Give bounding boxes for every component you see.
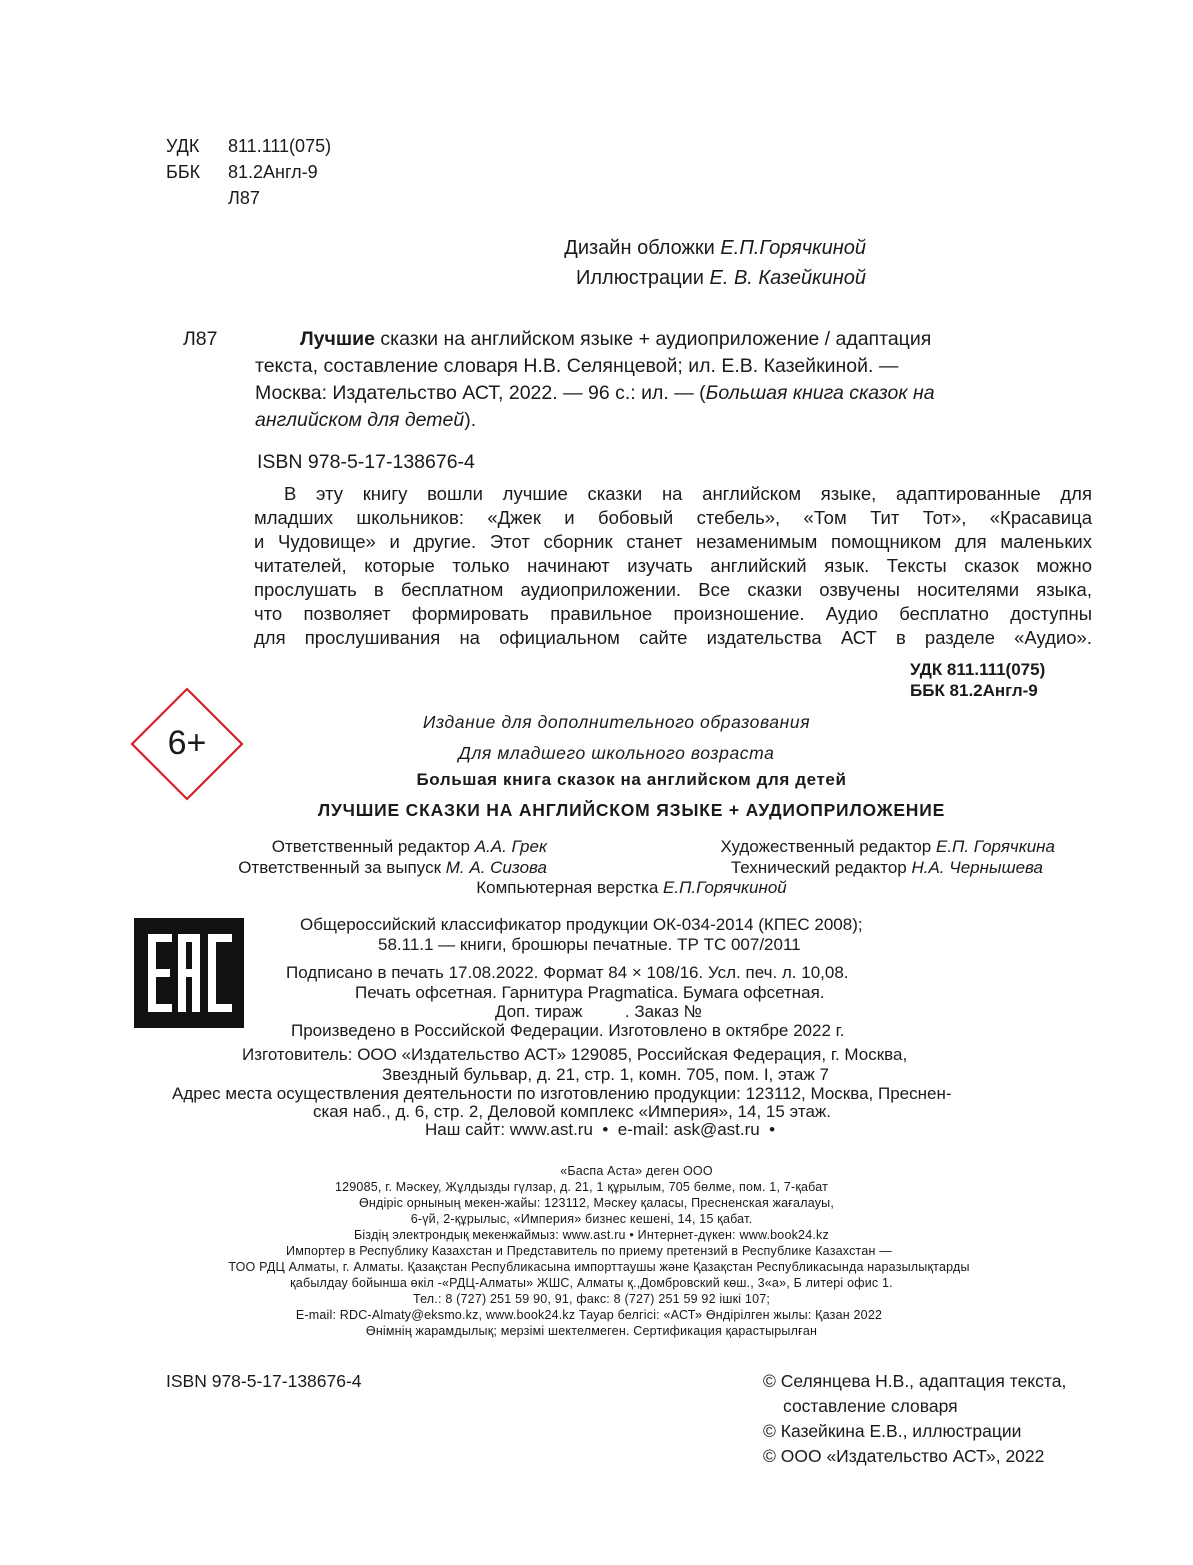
kazakh-line: Өнімнің жарамдылық; мерзімі шектелмеген. Сертификация қарастырылған [365,1324,818,1338]
eac-logo-icon [134,918,244,1028]
tech-editor: Технический редактор Н.А. Чернышева [730,858,1043,877]
kazakh-line: қабылдау бойынша өкіл -«РДЦ-Алматы» ЖШС, Алматы қ.,Домбровский көш., 3«а», Б литері офис 1. [290,1276,893,1290]
bbk-label: ББК [166,162,201,182]
edition-series: Большая книга сказок на английском для детей [416,770,847,789]
staff-left [238,836,547,878]
illustration-credit: Иллюстрации Е. В. Казейкиной [576,267,866,289]
cover-designer-name: Е.П.Горячкиной [720,237,866,259]
release-responsible: Ответственный за выпуск М. А. Сизова [238,858,547,877]
copyright-adapter: © Селянцева Н.В., адаптация текста, [763,1371,1067,1391]
bib-series-1: Большая книга сказок на [705,382,935,404]
kazakh-line: ТОО РДЦ Алматы, г. Алматы. Қазақстан Республикасына импорттаушы және Қазақстан Республикасында наразылықтарды [228,1260,970,1274]
copyright-adapter-cont: составление словаря [783,1396,958,1416]
udk-label: УДК [166,136,200,156]
edition-age: Для младшего школьного возраста [458,743,775,763]
annotation-line: младших школьников: «Джек и бобовый стебель», «Том Тит Тот», «Красавица [254,507,1092,528]
udk-line [166,133,331,159]
edition-purpose: Издание для дополнительного образования [422,712,811,732]
bib-series-2: английском для детей [255,409,465,431]
bib-entry [255,326,1093,434]
annotation-line: читателей, которые только начинают изучать английский язык. Тексты сказок можно [254,555,1092,576]
udk-value: 811.111(075) [228,136,332,156]
kazakh-line: 6-үй, 2-құрылыс, «Империя» бизнес кешені, 14, 15 қабат. [410,1212,753,1226]
annotation-line: и Чудовище» и другие. Этот сборник станет незаменимым помощником для маленьких [254,531,1092,552]
author-mark: Л87 [228,188,260,208]
art-editor: Художественный редактор Е.П. Горячкина [720,837,1055,856]
bib-line-4: английском для детей). [255,409,477,431]
staff-right [721,836,1056,878]
credits-block [564,233,866,293]
illustrator-name: Е. В. Казейкиной [709,267,866,289]
bib-line-2: текста, составление словаря Н.В. Селянцевой; ил. Е.В. Казейкиной. — [255,355,899,377]
address-line-2: ская наб., д. 6, стр. 2, Деловой комплекс «Империя», 14, 15 этаж. [313,1102,831,1121]
okp-line-2: 58.11.1 — книги, брошюры печатные. ТР ТС 007/2011 [378,935,801,954]
isbn-bottom: ISBN 978-5-17-138676-4 [166,1371,362,1391]
eac-mark [134,918,244,1028]
bib-line-1: Лучшие сказки на английском языке + аудиоприложение / адаптация [300,328,932,350]
annotation-line: В эту книгу вошли лучшие сказки на английском языке, адаптированные для [284,483,1092,504]
made-in-line: Произведено в Российской Федерации. Изготовлено в октябре 2022 г. [291,1021,845,1040]
bbk-value: 81.2Англ-9 [228,162,318,182]
cover-design-credit: Дизайн обложки Е.П.Горячкиной [564,237,866,259]
maker-line-1: Изготовитель: ООО «Издательство АСТ» 129085, Российская Федерация, г. Москва, [242,1045,908,1064]
annotation [254,482,1092,650]
udk-bold: УДК 811.111(075) [910,660,1046,679]
isbn-top: ISBN 978-5-17-138676-4 [257,451,475,473]
annotation-line: для прослушивания на официальном сайте издательства АСТ в разделе «Аудио». [254,627,1092,648]
print-line-3: Доп. тираж . Заказ № [495,1002,702,1021]
address-line-1: Адрес места осуществления деятельности по изготовлению продукции: 123112, Москва, Преснен- [172,1084,952,1103]
bbk-line [166,159,331,185]
okp-line-1: Общероссийский классификатор продукции ОК-034-2014 (КПЕС 2008); [300,915,863,934]
annotation-line: что позволяет формировать правильное произношение. Аудио бесплатно доступны [254,603,1092,624]
bbk-bold: ББК 81.2Англ-9 [910,681,1038,700]
maker-line-2: Звездный бульвар, д. 21, стр. 1, комн. 705, пом. I, этаж 7 [382,1065,829,1084]
copyright-block [763,1369,1066,1469]
kazakh-line: 129085, г. Мәскеу, Жұлдызды гүлзар, д. 21, 1 құрылым, 705 бөлме, пом. 1, 7-қабат [334,1180,829,1194]
bib-title-bold: Лучшие [300,328,375,350]
age-rating-text: 6+ [167,724,207,762]
print-line-2: Печать офсетная. Гарнитура Pragmatica. Бумага офсетная. [355,983,825,1002]
website-line: Наш сайт: www.ast.ru • e-mail: ask@ast.ru • [425,1120,776,1139]
index-bold-block [910,659,1045,701]
bib-mark: Л87 [183,328,218,350]
kazakh-line: Тел.: 8 (727) 251 59 90, 91, факс: 8 (727) 251 59 92 ішкі 107; [412,1292,771,1306]
bib-line-3: Москва: Издательство АСТ, 2022. — 96 с.: ил. — (Большая книга сказок на [255,382,935,404]
copyright-publisher: © ООО «Издательство АСТ», 2022 [763,1446,1045,1466]
resp-editor: Ответственный редактор А.А. Грек [271,837,547,856]
layout-credit: Компьютерная верстка Е.П.Горячкиной [476,878,787,897]
edition-title: ЛУЧШИЕ СКАЗКИ НА АНГЛИЙСКОМ ЯЗЫКЕ + АУДИОПРИЛОЖЕНИЕ [317,800,946,820]
kazakh-line: Импортер в Республику Казахстан и Представитель по приему претензий в Республике Казахстан — [286,1244,892,1258]
kazakh-line: «Баспа Аста» деген ООО [560,1164,713,1178]
kazakh-line: Біздің электрондық мекенжаймыз: www.ast.ru • Интернет-дүкен: www.book24.kz [354,1228,829,1242]
print-line-1: Подписано в печать 17.08.2022. Формат 84 × 108/16. Усл. печ. л. 10,08. [286,963,849,982]
kazakh-line: E-mail: RDC-Almaty@eksmo.kz, www.book24.kz Тауар белгісі: «АСТ» Өндірілген жылы: Қазан 2022 [295,1308,883,1322]
index-block [166,133,331,211]
kazakh-line: Өндіріс орнының мекен-жайы: 123112, Мәскеу қаласы, Пресненская жағалауы, [358,1196,835,1210]
kazakh-block [0,1163,1193,1339]
annotation-line: прослушать в бесплатном аудиоприложении. Все сказки озвучены носителями языка, [254,579,1092,600]
author-mark-line [166,185,331,211]
copyright-illustrator: © Казейкина Е.В., иллюстрации [763,1421,1022,1441]
